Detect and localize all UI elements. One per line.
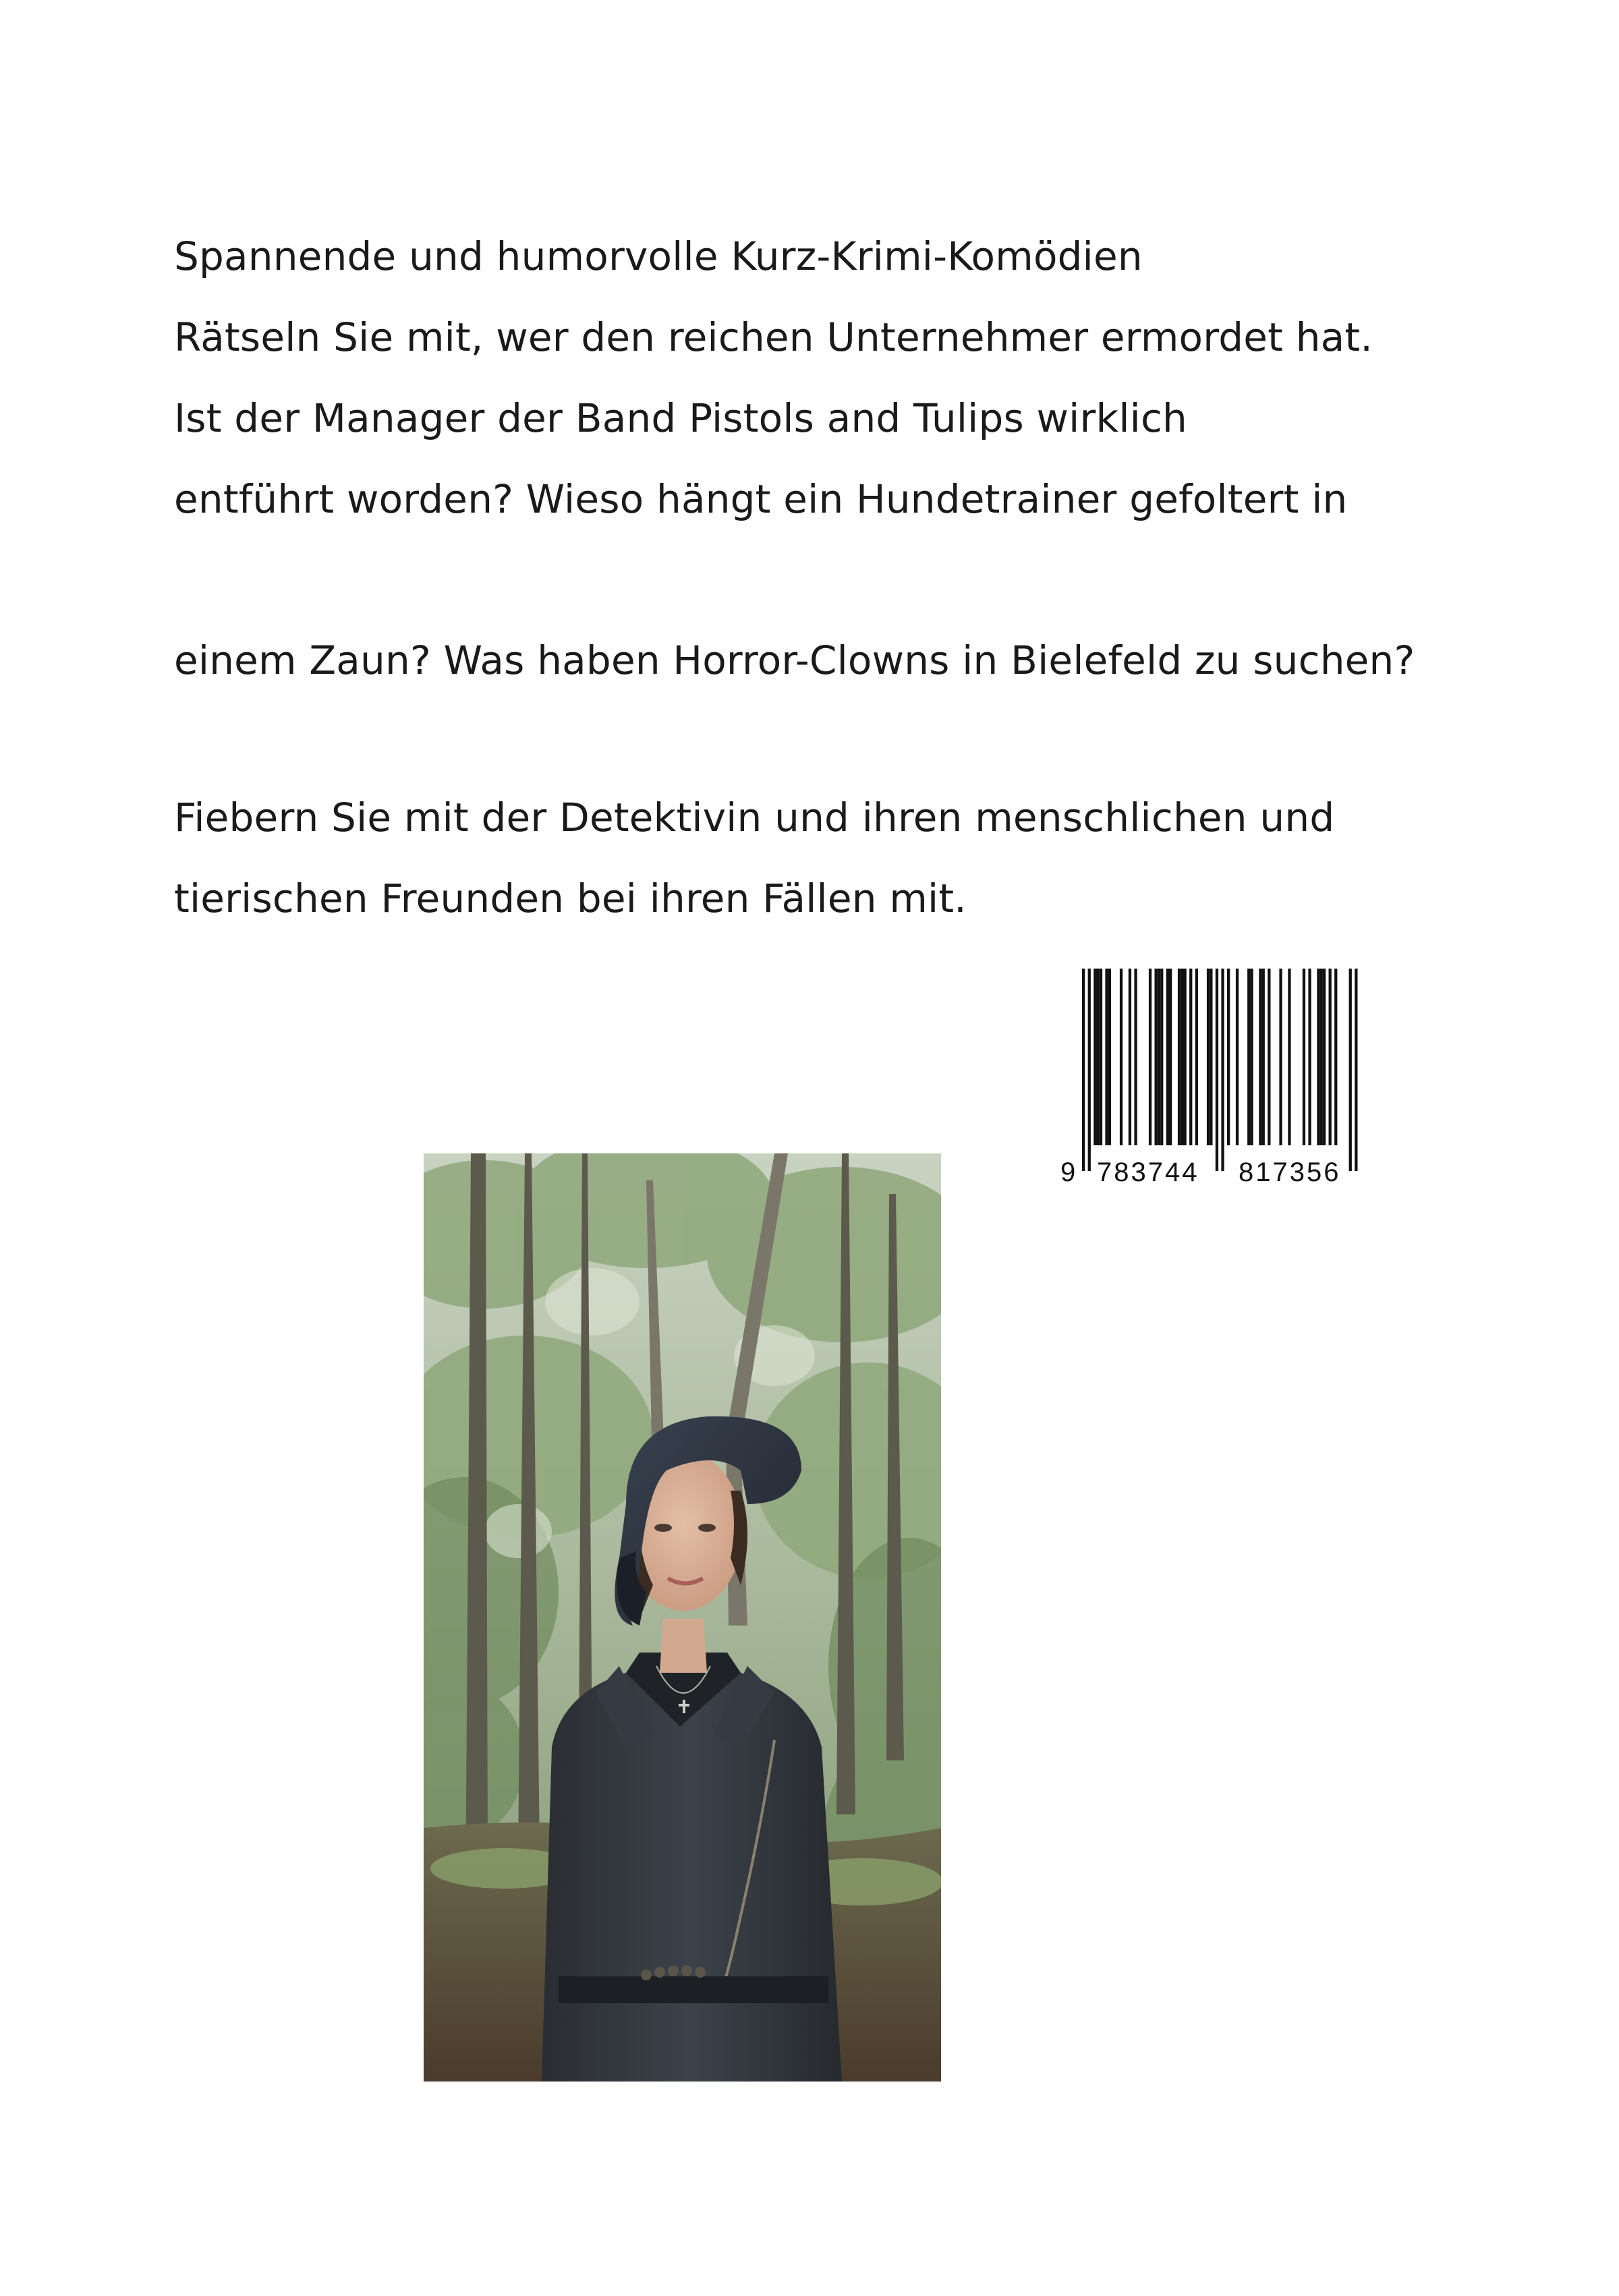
barcode-bar — [1210, 969, 1212, 1145]
barcode-bar — [1169, 969, 1172, 1145]
barcode-bar — [1181, 969, 1183, 1145]
barcode-bar — [1100, 969, 1102, 1145]
barcode-left-group: 783744 — [1097, 1157, 1199, 1187]
barcode-bar — [1108, 969, 1111, 1145]
barcode-bar — [1178, 969, 1181, 1145]
blurb-line-4: entführt worden? Wieso hängt ein Hundetrainer gefoltert in — [174, 476, 1348, 522]
isbn-barcode — [1059, 969, 1383, 1190]
barcode-bar — [1259, 969, 1261, 1145]
barcode-bar — [1329, 969, 1332, 1145]
barcode-bar — [1279, 969, 1282, 1145]
barcode-bar — [1334, 969, 1337, 1145]
barcode-bar — [1082, 969, 1085, 1171]
author-photo — [424, 1153, 941, 2082]
barcode-bar — [1195, 969, 1198, 1145]
blurb-line-5: einem Zaun? Was haben Horror-Clowns in Bielefeld zu suchen? — [174, 637, 1415, 683]
barcode-bar — [1288, 969, 1290, 1145]
barcode-bar — [1184, 969, 1187, 1145]
barcode-bar — [1320, 969, 1323, 1145]
barcode-bar — [1227, 969, 1230, 1145]
barcode-bar — [1355, 969, 1357, 1171]
barcode-right-group: 817356 — [1239, 1157, 1341, 1187]
barcode-bar — [1317, 969, 1319, 1145]
author-photo-illustration — [424, 1153, 941, 2082]
barcode-bar — [1166, 969, 1169, 1145]
barcode-bar — [1088, 969, 1091, 1171]
barcode-bar — [1221, 969, 1224, 1171]
barcode-bar — [1093, 969, 1096, 1145]
barcode-bar — [1207, 969, 1210, 1145]
barcode-bar — [1247, 969, 1250, 1145]
barcode-bar — [1120, 969, 1123, 1145]
barcode-bar — [1268, 969, 1270, 1145]
barcode-bar — [1134, 969, 1137, 1145]
barcode-bar — [1236, 969, 1239, 1145]
barcode-bar — [1129, 969, 1131, 1145]
barcode-lead-digit: 9 — [1060, 1157, 1076, 1187]
blurb-line-3: Ist der Manager der Band Pistols and Tulips wirklich — [174, 395, 1188, 441]
barcode-bar — [1097, 969, 1100, 1145]
blurb-line-1: Spannende und humorvolle Kurz-Krimi-Komödien — [174, 233, 1143, 279]
barcode-bar — [1158, 969, 1160, 1145]
blurb-line-6: Fiebern Sie mit der Detektivin und ihren menschlichen und — [174, 795, 1335, 840]
barcode-bars — [1059, 969, 1383, 1190]
barcode-bar — [1349, 969, 1352, 1171]
barcode-bar — [1155, 969, 1158, 1145]
barcode-bar — [1160, 969, 1163, 1145]
barcode-bar — [1216, 969, 1218, 1171]
barcode-bar — [1303, 969, 1305, 1145]
barcode-bar — [1189, 969, 1192, 1145]
barcode-bar — [1323, 969, 1326, 1145]
barcode-bar — [1105, 969, 1108, 1145]
barcode-bar — [1250, 969, 1253, 1145]
barcode-bar — [1262, 969, 1265, 1145]
blurb-line-7: tierischen Freunden bei ihren Fällen mit. — [174, 876, 967, 921]
barcode-bar — [1308, 969, 1311, 1145]
blurb-line-2: Rätseln Sie mit, wer den reichen Unternehmer ermordet hat. — [174, 314, 1373, 360]
barcode-bar — [1149, 969, 1152, 1145]
